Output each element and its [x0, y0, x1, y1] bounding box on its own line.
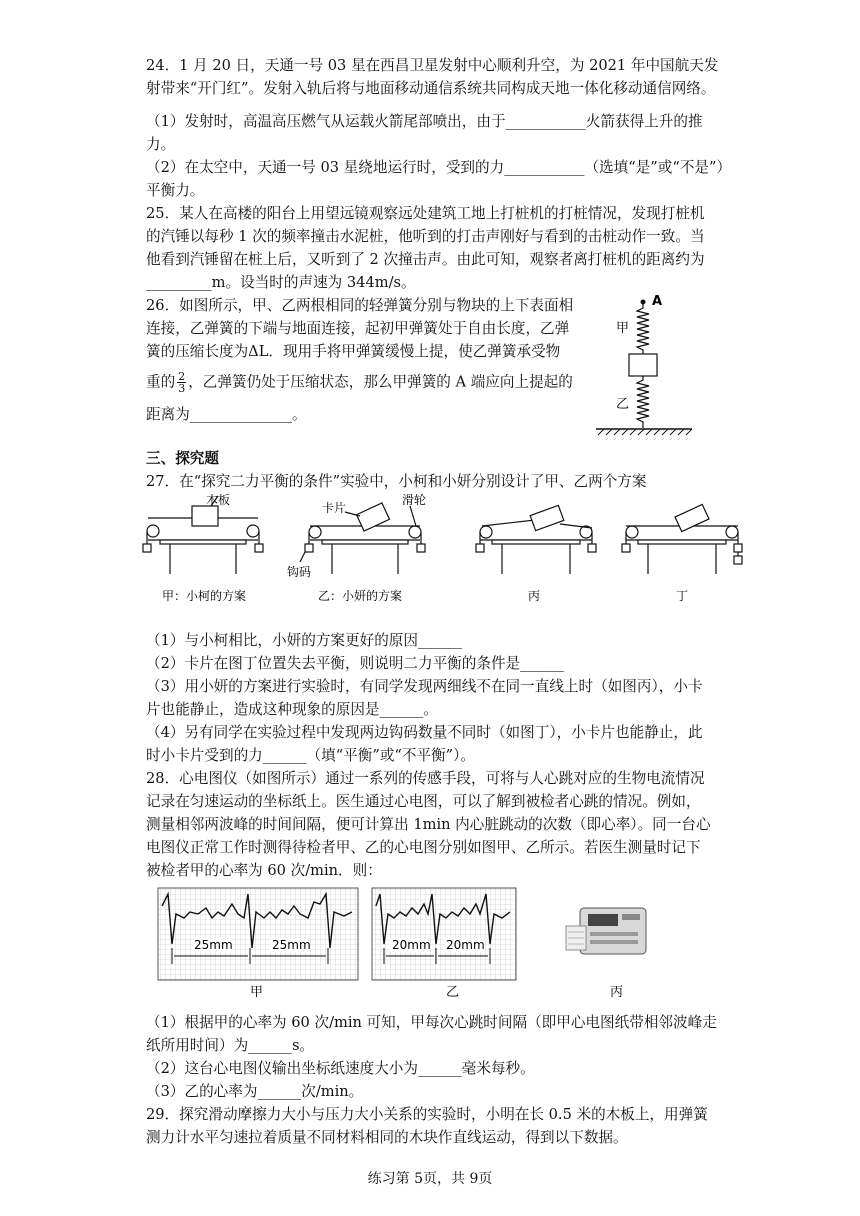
- spring-yi: [637, 376, 649, 428]
- q27-part-2: （2）卡片在图丁位置失去平衡，则说明二力平衡的条件是______: [146, 655, 564, 672]
- q28-line-3: 测量相邻两波峰的时间间隔，便可计算出 1min 内心脏跳动的次数（即心率）。同一台心: [146, 816, 711, 833]
- q24-line-1: 24．1 月 20 日，天通一号 03 星在西昌卫星发射中心顺利升空，为 2021 年中国航天发: [146, 57, 719, 74]
- q26-line-5: 距离为______________。: [146, 406, 307, 423]
- q26-line-4-end: ，乙弹簧仍处于压缩状态，那么甲弹簧的 A 端应向上提起的: [188, 373, 573, 391]
- caption-jia: 甲：小柯的方案: [162, 589, 247, 603]
- card: [357, 503, 390, 531]
- caption-bing: 丙: [528, 589, 541, 603]
- q24-line-5: （2）在太空中，天通一号 03 星绕地运行时，受到的力___________（选填“是”或“不是”）: [146, 159, 732, 176]
- ecg-panel-yi: [372, 888, 516, 980]
- label-hualun: 滑轮: [402, 494, 427, 507]
- label-muban: 木板: [206, 494, 231, 507]
- ecg-figure: [150, 884, 710, 1000]
- wood-board: [192, 506, 218, 526]
- q27-part-4b: 时小卡片受到的力______（填“平衡”或“不平衡”）。: [146, 747, 476, 764]
- yi-distance-1: 20mm: [392, 938, 431, 952]
- yi-distance-2: 20mm: [446, 938, 485, 952]
- q28-line-1: 28．心电图仪（如图所示）通过一系列的传感手段，可将与人心跳对应的生物电流情况: [146, 770, 705, 787]
- setup-jia: [143, 496, 263, 574]
- q26-line-4-start: 重的: [146, 373, 176, 391]
- q25-line-2: 的汽锤以每秒 1 次的频率撞击水泥桩，他听到的打击声刚好与看到的击桩动作一致。当: [146, 228, 705, 245]
- ecg-caption-jia: 甲: [250, 985, 264, 1000]
- q28-line-4: 电图仪正常工作时测得待检者甲、乙的心电图分别如图甲、乙所示。若医生测量时记下: [146, 839, 701, 856]
- q26-line-1: 26．如图所示，甲、乙两根相同的轻弹簧分别与物块的上下表面相: [146, 297, 574, 314]
- setup-yi: [300, 503, 425, 574]
- q25-line-4: _________m。设当时的声速为 344m/s。: [146, 274, 416, 291]
- jia-distance-1: 25mm: [194, 938, 233, 952]
- q27-part-1: （1）与小柯相比，小妍的方案更好的原因______: [146, 632, 462, 649]
- q27-part-4a: （4）另有同学在实验过程中发现两边钩码数量不同时（如图丁），小卡片也能静止，此: [146, 724, 703, 741]
- q24-line-2: 射带来“开门红”。发射入轨后将与地面移动通信系统共同构成天地一体化移动通信网络。: [146, 80, 716, 97]
- ecg-device-photo: [566, 908, 646, 954]
- caption-yi: 乙：小妍的方案: [318, 589, 403, 603]
- q26-line-4: [146, 371, 573, 394]
- q25-line-3: 他看到汽锤留在桩上后，又听到了 2 次撞击声。由此可知，观察者离打桩机的距离约为: [146, 251, 705, 268]
- q25-line-1: 25．某人在高楼的阳台上用望远镜观察远处建筑工地上打桩机的打桩情况，发现打桩机: [146, 205, 705, 222]
- label-jia: 甲: [616, 321, 630, 336]
- setup-ding: [622, 504, 742, 574]
- label-a: A: [652, 294, 663, 309]
- q24-line-4: 力。: [146, 136, 176, 153]
- label-kapian: 卡片: [322, 501, 347, 515]
- caption-ding: 丁: [676, 589, 689, 603]
- ecg-panel-jia: [158, 888, 358, 980]
- ground-hatching: [598, 429, 692, 435]
- q29-line-1: 29．探究滑动摩擦力大小与压力大小关系的实验时，小明在长 0.5 米的木板上，用弹簧: [146, 1106, 708, 1123]
- spring-jia: [637, 304, 649, 354]
- q26-line-2: 连接，乙弹簧的下端与地面连接，起初甲弹簧处于自由长度，乙弹: [146, 320, 570, 337]
- two-force-balance-figure: [140, 494, 760, 606]
- spring-diagram: [592, 292, 702, 438]
- page-footer: 练习第 5页，共 9页: [367, 1171, 493, 1187]
- q28-part-2: （2）这台心电图仪输出坐标纸速度大小为______毫米每秒。: [146, 1060, 535, 1077]
- setup-bing: [476, 505, 596, 574]
- section-title: 三、探究题: [146, 450, 219, 467]
- q29-line-2: 测力计水平匀速拉着质量不同材料相同的木块作直线运动，得到以下数据。: [146, 1129, 628, 1146]
- ecg-caption-yi: 乙: [446, 985, 460, 1000]
- q28-line-5: 被检者甲的心率为 60 次/min．则：: [146, 862, 382, 879]
- q24-line-6: 平衡力。: [146, 182, 205, 199]
- q28-part-3: （3）乙的心率为______次/min。: [146, 1083, 364, 1100]
- q27-part-3b: 片也能静止，造成这种现象的原因是______。: [146, 701, 438, 718]
- two-thirds-fraction: [177, 371, 186, 394]
- q28-part-1a: （1）根据甲的心率为 60 次/min 可知，甲每次心跳时间隔（即甲心电图纸带相邻波峰走: [146, 1014, 717, 1031]
- q24-line-3: （1）发射时，高温高压燃气从运载火箭尾部喷出，由于___________火箭获得上升的推: [146, 113, 703, 130]
- label-yi: 乙: [616, 397, 630, 412]
- q28-part-1b: 纸所用时间）为______s。: [146, 1037, 315, 1054]
- q27-intro: 27．在“探究二力平衡的条件”实验中，小柯和小妍分别设计了甲、乙两个方案: [146, 473, 647, 490]
- fraction-denominator: 3: [178, 382, 186, 395]
- fraction-numerator: 2: [178, 370, 186, 383]
- ecg-caption-bing: 丙: [610, 985, 624, 1000]
- q26-line-3: 簧的压缩长度为ΔL．现用手将甲弹簧缓慢上提，使乙弹簧承受物: [146, 343, 561, 360]
- block: [629, 354, 657, 376]
- q27-part-3a: （3）用小妍的方案进行实验时，有同学发现两细线不在同一直线上时（如图丙），小卡: [146, 678, 703, 695]
- label-gouma: 钩码: [287, 565, 312, 579]
- q28-line-2: 记录在匀速运动的坐标纸上。医生通过心电图，可以了解到被检者心跳的情况。例如，: [146, 793, 701, 810]
- jia-distance-2: 25mm: [272, 938, 311, 952]
